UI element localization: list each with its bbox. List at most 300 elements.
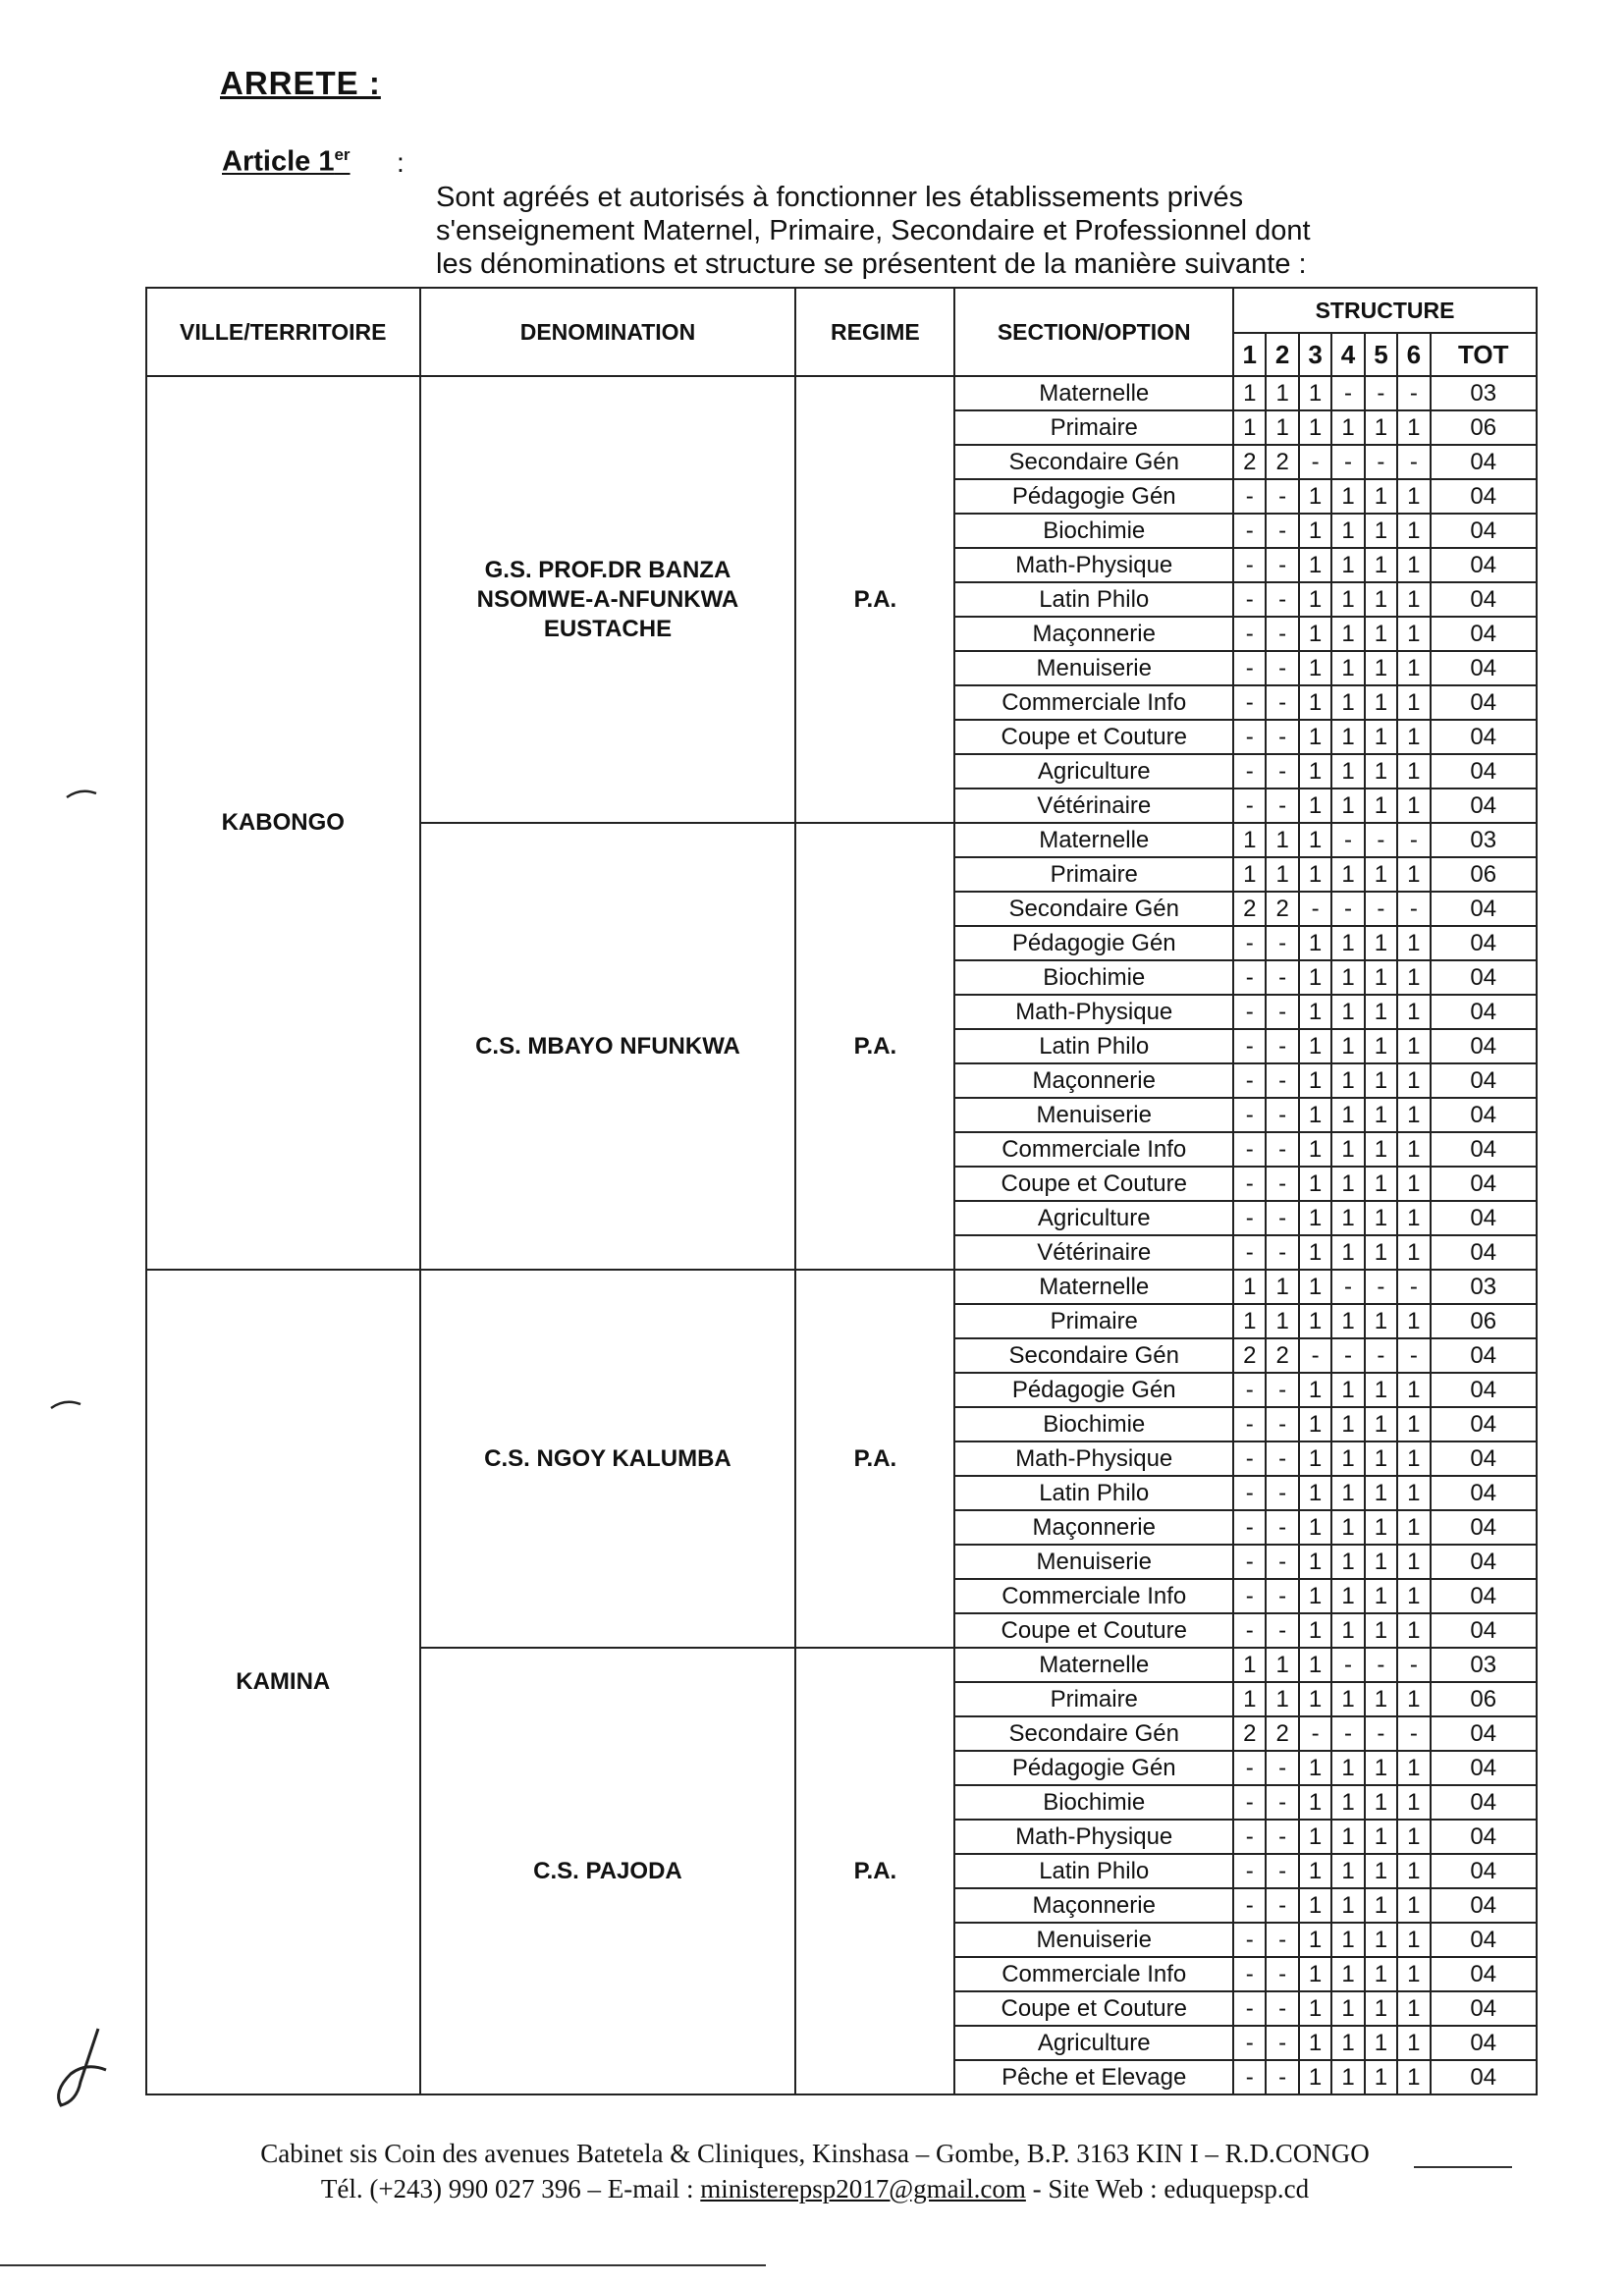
structure-cell: - bbox=[1233, 1167, 1266, 1201]
structure-cell: 1 bbox=[1397, 857, 1430, 892]
structure-cell: 1 bbox=[1299, 2026, 1331, 2060]
structure-cell: 1 bbox=[1365, 1476, 1397, 1510]
structure-cell: 1 bbox=[1331, 995, 1364, 1029]
structure-cell: - bbox=[1233, 651, 1266, 685]
total-cell: 04 bbox=[1431, 1820, 1537, 1854]
total-cell: 04 bbox=[1431, 1545, 1537, 1579]
structure-cell: - bbox=[1266, 1407, 1298, 1441]
total-cell: 04 bbox=[1431, 1235, 1537, 1270]
structure-cell: - bbox=[1266, 514, 1298, 548]
structure-cell: 1 bbox=[1331, 1854, 1364, 1888]
denomination-line: C.S. NGOY KALUMBA bbox=[484, 1444, 731, 1472]
structure-cell: 2 bbox=[1266, 1716, 1298, 1751]
structure-cell: 1 bbox=[1299, 479, 1331, 514]
denomination-line: NSOMWE-A-NFUNKWA bbox=[476, 585, 739, 613]
structure-cell: - bbox=[1266, 1751, 1298, 1785]
structure-cell: 1 bbox=[1331, 720, 1364, 754]
structure-cell: 1 bbox=[1365, 1201, 1397, 1235]
structure-cell: 1 bbox=[1233, 1270, 1266, 1304]
structure-cell: 1 bbox=[1365, 960, 1397, 995]
structure-cell: 1 bbox=[1331, 2026, 1364, 2060]
structure-cell: 1 bbox=[1397, 789, 1430, 823]
section-cell: Maternelle bbox=[954, 823, 1233, 857]
denomination-cell bbox=[420, 1648, 796, 2094]
structure-cell: - bbox=[1397, 1648, 1430, 1682]
structure-cell: 1 bbox=[1365, 1063, 1397, 1098]
structure-cell: 1 bbox=[1331, 1751, 1364, 1785]
section-cell: Maternelle bbox=[954, 1648, 1233, 1682]
structure-cell: - bbox=[1397, 1270, 1430, 1304]
structure-cell: 1 bbox=[1299, 1648, 1331, 1682]
structure-cell: - bbox=[1397, 823, 1430, 857]
structure-cell: 1 bbox=[1299, 376, 1331, 410]
structure-cell: - bbox=[1233, 1063, 1266, 1098]
structure-cell: 1 bbox=[1365, 1785, 1397, 1820]
structure-cell: 1 bbox=[1397, 1029, 1430, 1063]
structure-cell: 1 bbox=[1331, 1820, 1364, 1854]
structure-cell: - bbox=[1266, 1063, 1298, 1098]
structure-cell: 1 bbox=[1397, 1304, 1430, 1338]
section-cell: Secondaire Gén bbox=[954, 892, 1233, 926]
structure-cell: 1 bbox=[1299, 789, 1331, 823]
structure-cell: 1 bbox=[1331, 1545, 1364, 1579]
structure-cell: - bbox=[1266, 2026, 1298, 2060]
structure-cell: 1 bbox=[1365, 1682, 1397, 1716]
structure-cell: 1 bbox=[1299, 1613, 1331, 1648]
section-cell: Commerciale Info bbox=[954, 1957, 1233, 1991]
structure-cell: - bbox=[1266, 1854, 1298, 1888]
section-cell: Maçonnerie bbox=[954, 1888, 1233, 1923]
structure-cell: 1 bbox=[1365, 651, 1397, 685]
total-cell: 04 bbox=[1431, 1167, 1537, 1201]
structure-cell: 1 bbox=[1397, 1957, 1430, 1991]
table-row bbox=[146, 1270, 1537, 1304]
section-cell: Coupe et Couture bbox=[954, 720, 1233, 754]
structure-cell: 1 bbox=[1365, 1441, 1397, 1476]
structure-cell: 1 bbox=[1365, 1167, 1397, 1201]
structure-cell: 1 bbox=[1299, 995, 1331, 1029]
structure-cell: 1 bbox=[1331, 1476, 1364, 1510]
structure-cell: - bbox=[1266, 479, 1298, 514]
structure-cell: 1 bbox=[1331, 1029, 1364, 1063]
structure-cell: 1 bbox=[1331, 1579, 1364, 1613]
structure-cell: - bbox=[1233, 1510, 1266, 1545]
total-cell: 04 bbox=[1431, 789, 1537, 823]
section-cell: Math-Physique bbox=[954, 548, 1233, 582]
structure-cell: 1 bbox=[1365, 1304, 1397, 1338]
total-cell: 04 bbox=[1431, 1716, 1537, 1751]
total-cell: 04 bbox=[1431, 1751, 1537, 1785]
structure-cell: 1 bbox=[1299, 1201, 1331, 1235]
structure-cell: - bbox=[1233, 995, 1266, 1029]
structure-cell: - bbox=[1266, 1476, 1298, 1510]
structure-cell: - bbox=[1233, 548, 1266, 582]
header-col-5: 5 bbox=[1365, 333, 1397, 376]
structure-cell: - bbox=[1266, 1991, 1298, 2026]
structure-cell: 1 bbox=[1365, 1820, 1397, 1854]
structure-cell: 1 bbox=[1299, 720, 1331, 754]
structure-cell: 1 bbox=[1397, 926, 1430, 960]
structure-cell: - bbox=[1233, 1991, 1266, 2026]
total-cell: 04 bbox=[1431, 479, 1537, 514]
structure-cell: - bbox=[1233, 2060, 1266, 2094]
header-col-6: 6 bbox=[1397, 333, 1430, 376]
structure-cell: 1 bbox=[1266, 376, 1298, 410]
structure-cell: - bbox=[1397, 892, 1430, 926]
structure-cell: 1 bbox=[1397, 2060, 1430, 2094]
structure-cell: 1 bbox=[1365, 995, 1397, 1029]
structure-cell: 1 bbox=[1365, 1510, 1397, 1545]
structure-cell: - bbox=[1397, 376, 1430, 410]
header-ville: VILLE/TERRITOIRE bbox=[146, 288, 420, 376]
structure-cell: 1 bbox=[1365, 1132, 1397, 1167]
structure-cell: 1 bbox=[1299, 754, 1331, 789]
structure-cell: 2 bbox=[1266, 1338, 1298, 1373]
structure-cell: 1 bbox=[1331, 960, 1364, 995]
structure-cell: - bbox=[1233, 1545, 1266, 1579]
structure-cell: 1 bbox=[1397, 1476, 1430, 1510]
structure-cell: - bbox=[1331, 445, 1364, 479]
article-text bbox=[436, 181, 1516, 281]
structure-cell: 1 bbox=[1331, 1991, 1364, 2026]
footer-phone: Tél. (+243) 990 027 396 – E-mail : bbox=[320, 2174, 701, 2203]
structure-cell: - bbox=[1365, 376, 1397, 410]
structure-cell: - bbox=[1365, 445, 1397, 479]
section-cell: Secondaire Gén bbox=[954, 1716, 1233, 1751]
header-structure: STRUCTURE bbox=[1233, 288, 1537, 333]
structure-cell: 2 bbox=[1266, 892, 1298, 926]
structure-cell: 1 bbox=[1299, 1304, 1331, 1338]
section-cell: Maternelle bbox=[954, 1270, 1233, 1304]
structure-cell: 1 bbox=[1365, 720, 1397, 754]
structure-cell: 1 bbox=[1365, 754, 1397, 789]
section-cell: Primaire bbox=[954, 1304, 1233, 1338]
arrete-heading: ARRETE : bbox=[220, 65, 381, 101]
structure-cell: - bbox=[1266, 1098, 1298, 1132]
structure-cell: 1 bbox=[1365, 548, 1397, 582]
structure-cell: 1 bbox=[1331, 1201, 1364, 1235]
structure-cell: - bbox=[1365, 1648, 1397, 1682]
structure-cell: 1 bbox=[1397, 1373, 1430, 1407]
total-cell: 04 bbox=[1431, 1991, 1537, 2026]
structure-cell: 1 bbox=[1331, 1304, 1364, 1338]
structure-cell: 1 bbox=[1266, 857, 1298, 892]
article-line: les dénominations et structure se présentent de la manière suivante : bbox=[436, 248, 1307, 280]
structure-cell: 1 bbox=[1331, 1098, 1364, 1132]
structure-cell: 1 bbox=[1397, 514, 1430, 548]
structure-cell: - bbox=[1233, 1751, 1266, 1785]
structure-cell: 1 bbox=[1331, 548, 1364, 582]
structure-cell: 1 bbox=[1331, 1923, 1364, 1957]
section-cell: Maçonnerie bbox=[954, 1063, 1233, 1098]
initials-mark bbox=[47, 2023, 116, 2111]
structure-cell: - bbox=[1266, 1888, 1298, 1923]
structure-cell: 1 bbox=[1299, 1957, 1331, 1991]
structure-cell: 1 bbox=[1266, 1270, 1298, 1304]
structure-cell: - bbox=[1233, 2026, 1266, 2060]
structure-cell: 2 bbox=[1233, 892, 1266, 926]
structure-cell: 1 bbox=[1233, 857, 1266, 892]
article-line: s'enseignement Maternel, Primaire, Secondaire et Professionnel dont bbox=[436, 215, 1311, 246]
denomination-cell bbox=[420, 823, 796, 1270]
total-cell: 04 bbox=[1431, 1201, 1537, 1235]
structure-cell: 1 bbox=[1331, 1682, 1364, 1716]
structure-cell: 1 bbox=[1397, 410, 1430, 445]
structure-cell: 1 bbox=[1299, 823, 1331, 857]
structure-cell: 1 bbox=[1233, 1304, 1266, 1338]
total-cell: 04 bbox=[1431, 651, 1537, 685]
section-cell: Secondaire Gén bbox=[954, 445, 1233, 479]
structure-cell: 1 bbox=[1365, 1854, 1397, 1888]
header-col-tot: TOT bbox=[1431, 333, 1537, 376]
structure-cell: - bbox=[1266, 1201, 1298, 1235]
section-cell: Coupe et Couture bbox=[954, 1613, 1233, 1648]
structure-cell: 1 bbox=[1331, 1132, 1364, 1167]
structure-cell: 1 bbox=[1365, 410, 1397, 445]
section-cell: Latin Philo bbox=[954, 1854, 1233, 1888]
structure-cell: - bbox=[1233, 685, 1266, 720]
structure-cell: - bbox=[1266, 995, 1298, 1029]
structure-cell: 1 bbox=[1365, 1579, 1397, 1613]
table-body bbox=[146, 376, 1537, 2094]
structure-cell: 1 bbox=[1331, 617, 1364, 651]
structure-cell: - bbox=[1233, 720, 1266, 754]
total-cell: 04 bbox=[1431, 1373, 1537, 1407]
section-cell: Primaire bbox=[954, 410, 1233, 445]
structure-cell: 1 bbox=[1397, 479, 1430, 514]
total-cell: 06 bbox=[1431, 1682, 1537, 1716]
structure-cell: 1 bbox=[1365, 479, 1397, 514]
structure-cell: 2 bbox=[1233, 1716, 1266, 1751]
structure-cell: - bbox=[1299, 1716, 1331, 1751]
table-row bbox=[146, 376, 1537, 410]
footer-email-link[interactable]: ministerepsp2017@gmail.com bbox=[700, 2174, 1026, 2203]
denomination-line: C.S. PAJODA bbox=[533, 1857, 682, 1884]
structure-cell: 1 bbox=[1331, 1957, 1364, 1991]
total-cell: 04 bbox=[1431, 1854, 1537, 1888]
header-regime: REGIME bbox=[795, 288, 954, 376]
structure-cell: 1 bbox=[1365, 1613, 1397, 1648]
structure-cell: 1 bbox=[1299, 1751, 1331, 1785]
structure-cell: 1 bbox=[1397, 651, 1430, 685]
structure-cell: - bbox=[1266, 1957, 1298, 1991]
total-cell: 04 bbox=[1431, 514, 1537, 548]
total-cell: 04 bbox=[1431, 1132, 1537, 1167]
structure-cell: - bbox=[1266, 2060, 1298, 2094]
structure-cell: - bbox=[1266, 720, 1298, 754]
structure-cell: 1 bbox=[1397, 754, 1430, 789]
total-cell: 04 bbox=[1431, 1579, 1537, 1613]
section-cell: Menuiserie bbox=[954, 1923, 1233, 1957]
total-cell: 06 bbox=[1431, 410, 1537, 445]
structure-cell: 1 bbox=[1397, 1441, 1430, 1476]
header-col-3: 3 bbox=[1299, 333, 1331, 376]
structure-cell: 1 bbox=[1365, 1235, 1397, 1270]
structure-cell: - bbox=[1233, 1201, 1266, 1235]
section-cell: Math-Physique bbox=[954, 995, 1233, 1029]
structure-cell: 1 bbox=[1365, 1373, 1397, 1407]
structure-cell: 1 bbox=[1331, 1510, 1364, 1545]
total-cell: 04 bbox=[1431, 548, 1537, 582]
margin-tick-mark bbox=[63, 784, 102, 803]
structure-cell: 1 bbox=[1299, 1132, 1331, 1167]
structure-cell: - bbox=[1233, 789, 1266, 823]
regime-cell: P.A. bbox=[795, 823, 954, 1270]
structure-cell: 2 bbox=[1233, 1338, 1266, 1373]
section-cell: Pédagogie Gén bbox=[954, 479, 1233, 514]
section-cell: Menuiserie bbox=[954, 1545, 1233, 1579]
section-cell: Biochimie bbox=[954, 514, 1233, 548]
structure-cell: 1 bbox=[1331, 651, 1364, 685]
structure-cell: 1 bbox=[1331, 857, 1364, 892]
section-cell: Coupe et Couture bbox=[954, 1167, 1233, 1201]
structure-cell: 1 bbox=[1331, 685, 1364, 720]
section-cell: Menuiserie bbox=[954, 651, 1233, 685]
structure-cell: - bbox=[1365, 892, 1397, 926]
structure-cell: - bbox=[1233, 1373, 1266, 1407]
total-cell: 06 bbox=[1431, 1304, 1537, 1338]
section-cell: Latin Philo bbox=[954, 1476, 1233, 1510]
section-cell: Agriculture bbox=[954, 2026, 1233, 2060]
structure-table bbox=[145, 287, 1538, 2095]
total-cell: 04 bbox=[1431, 617, 1537, 651]
structure-cell: 1 bbox=[1397, 1579, 1430, 1613]
structure-cell: - bbox=[1397, 1338, 1430, 1373]
structure-cell: 1 bbox=[1331, 1785, 1364, 1820]
structure-cell: 1 bbox=[1397, 1613, 1430, 1648]
footer bbox=[157, 2136, 1473, 2206]
structure-cell: 1 bbox=[1233, 376, 1266, 410]
structure-cell: - bbox=[1233, 1854, 1266, 1888]
structure-cell: 1 bbox=[1397, 548, 1430, 582]
footer-address: Cabinet sis Coin des avenues Batetela & Cliniques, Kinshasa – Gombe, B.P. 3163 KIN I – R.D.CONGO bbox=[260, 2139, 1370, 2168]
structure-cell: 1 bbox=[1299, 1407, 1331, 1441]
structure-cell: 1 bbox=[1365, 1923, 1397, 1957]
total-cell: 03 bbox=[1431, 1270, 1537, 1304]
structure-cell: 1 bbox=[1299, 1682, 1331, 1716]
structure-cell: - bbox=[1233, 1441, 1266, 1476]
structure-cell: - bbox=[1266, 1545, 1298, 1579]
ville-cell: KABONGO bbox=[146, 376, 420, 1270]
section-cell: Latin Philo bbox=[954, 1029, 1233, 1063]
ville-cell: KAMINA bbox=[146, 1270, 420, 2094]
article-colon: : bbox=[397, 147, 405, 178]
total-cell: 03 bbox=[1431, 823, 1537, 857]
structure-cell: - bbox=[1266, 1235, 1298, 1270]
section-cell: Math-Physique bbox=[954, 1820, 1233, 1854]
structure-cell: - bbox=[1365, 1716, 1397, 1751]
section-cell: Math-Physique bbox=[954, 1441, 1233, 1476]
structure-cell: 1 bbox=[1299, 1991, 1331, 2026]
structure-cell: - bbox=[1233, 1957, 1266, 1991]
structure-cell: - bbox=[1331, 892, 1364, 926]
structure-cell: - bbox=[1331, 376, 1364, 410]
structure-cell: - bbox=[1233, 479, 1266, 514]
total-cell: 04 bbox=[1431, 1441, 1537, 1476]
structure-cell: 1 bbox=[1233, 410, 1266, 445]
structure-cell: 1 bbox=[1365, 926, 1397, 960]
total-cell: 04 bbox=[1431, 720, 1537, 754]
section-cell: Agriculture bbox=[954, 1201, 1233, 1235]
structure-cell: - bbox=[1233, 1785, 1266, 1820]
total-cell: 04 bbox=[1431, 1957, 1537, 1991]
header-section: SECTION/OPTION bbox=[954, 288, 1233, 376]
structure-cell: 1 bbox=[1331, 2060, 1364, 2094]
denomination-cell bbox=[420, 376, 796, 823]
structure-cell: 1 bbox=[1397, 1751, 1430, 1785]
structure-cell: 1 bbox=[1397, 1888, 1430, 1923]
section-cell: Biochimie bbox=[954, 1785, 1233, 1820]
header-denomination: DENOMINATION bbox=[420, 288, 796, 376]
structure-cell: 1 bbox=[1233, 823, 1266, 857]
structure-cell: 1 bbox=[1299, 582, 1331, 617]
structure-cell: 1 bbox=[1397, 1854, 1430, 1888]
total-cell: 04 bbox=[1431, 1613, 1537, 1648]
structure-cell: 1 bbox=[1331, 754, 1364, 789]
structure-cell: - bbox=[1299, 892, 1331, 926]
structure-cell: - bbox=[1331, 1648, 1364, 1682]
structure-cell: 1 bbox=[1397, 617, 1430, 651]
structure-cell: 1 bbox=[1299, 1820, 1331, 1854]
structure-cell: 1 bbox=[1397, 685, 1430, 720]
structure-cell: 1 bbox=[1299, 1029, 1331, 1063]
article-label: Article 1er bbox=[222, 145, 351, 178]
structure-cell: 1 bbox=[1365, 1098, 1397, 1132]
structure-cell: - bbox=[1233, 754, 1266, 789]
structure-cell: 1 bbox=[1331, 1407, 1364, 1441]
margin-tick-mark bbox=[47, 1394, 86, 1414]
structure-cell: 1 bbox=[1331, 479, 1364, 514]
structure-cell: - bbox=[1233, 1888, 1266, 1923]
structure-cell: - bbox=[1266, 789, 1298, 823]
structure-cell: 1 bbox=[1331, 1373, 1364, 1407]
section-cell: Secondaire Gén bbox=[954, 1338, 1233, 1373]
structure-cell: 1 bbox=[1299, 1235, 1331, 1270]
structure-cell: - bbox=[1299, 445, 1331, 479]
structure-cell: - bbox=[1233, 1579, 1266, 1613]
regime-cell: P.A. bbox=[795, 376, 954, 823]
structure-cell: 1 bbox=[1397, 960, 1430, 995]
structure-cell: 1 bbox=[1233, 1648, 1266, 1682]
structure-cell: - bbox=[1299, 1338, 1331, 1373]
total-cell: 04 bbox=[1431, 1785, 1537, 1820]
section-cell: Maçonnerie bbox=[954, 1510, 1233, 1545]
structure-cell: - bbox=[1266, 1785, 1298, 1820]
structure-cell: 1 bbox=[1233, 1682, 1266, 1716]
section-cell: Pêche et Elevage bbox=[954, 2060, 1233, 2094]
section-cell: Pédagogie Gén bbox=[954, 1751, 1233, 1785]
structure-cell: 1 bbox=[1397, 1923, 1430, 1957]
structure-cell: 1 bbox=[1299, 1888, 1331, 1923]
structure-cell: 1 bbox=[1331, 514, 1364, 548]
structure-cell: - bbox=[1233, 617, 1266, 651]
structure-cell: 1 bbox=[1299, 1167, 1331, 1201]
denomination-line: EUSTACHE bbox=[543, 615, 673, 642]
structure-cell: - bbox=[1233, 1613, 1266, 1648]
structure-cell: 1 bbox=[1397, 1167, 1430, 1201]
section-cell: Commerciale Info bbox=[954, 1579, 1233, 1613]
header-col-4: 4 bbox=[1331, 333, 1364, 376]
section-cell: Coupe et Couture bbox=[954, 1991, 1233, 2026]
structure-cell: - bbox=[1365, 1270, 1397, 1304]
structure-cell: 1 bbox=[1299, 1270, 1331, 1304]
structure-cell: 1 bbox=[1266, 823, 1298, 857]
structure-cell: - bbox=[1233, 926, 1266, 960]
total-cell: 04 bbox=[1431, 1407, 1537, 1441]
structure-cell: 1 bbox=[1397, 720, 1430, 754]
structure-cell: 1 bbox=[1397, 2026, 1430, 2060]
structure-cell: 1 bbox=[1365, 2060, 1397, 2094]
